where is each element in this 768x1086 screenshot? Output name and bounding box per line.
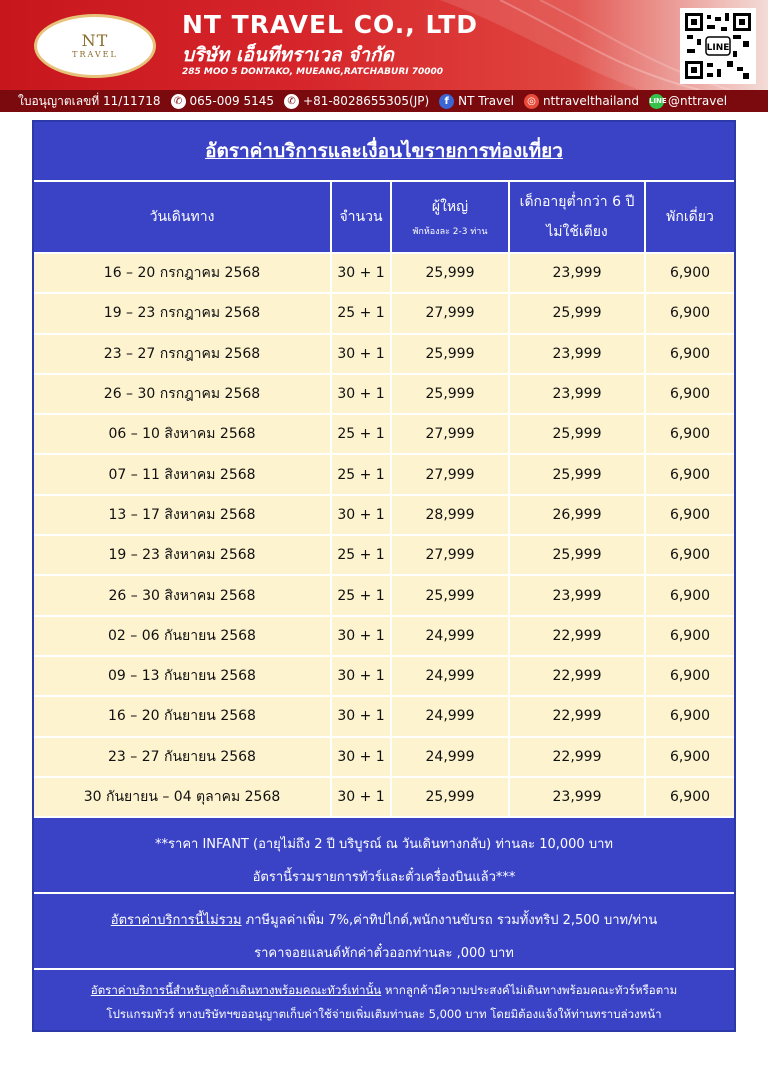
cell-single: 6,900 [646,615,734,655]
cell-date: 07 – 11 สิงหาคม 2568 [34,453,332,493]
cell-date: 30 กันยายน – 04 ตุลาคม 2568 [34,776,332,816]
cell-single: 6,900 [646,413,734,453]
qr-line-label: LINE [706,43,730,53]
rates-body [34,252,734,816]
cell-pax: 25 + 1 [332,453,392,493]
table-row [34,736,734,776]
cell-adult: 27,999 [392,292,510,332]
cell-adult: 24,999 [392,695,510,735]
header-pax: จำนวน [332,180,392,252]
facebook-link[interactable] [439,94,514,109]
company-name-th: บริษัท เอ็นทีทราเวล จำกัด [182,44,394,66]
cell-single: 6,900 [646,736,734,776]
cell-single: 6,900 [646,695,734,735]
excluded-label: อัตราค่าบริการนี้ไม่รวม [110,913,242,928]
included-note: อัตรานี้รวมรายการทัวร์และตั๋วเครื่องบินแล้ว*** [252,870,516,886]
cell-adult: 25,999 [392,373,510,413]
infant-note: **ราคา INFANT (อายุไม่ถึง 2 ปี บริบูรณ์ ณ วันเดินทางกลับ) ท่านละ 10,000 บาท [155,837,613,852]
globe-icon: ◎ [524,94,539,109]
cell-child: 22,999 [510,655,646,695]
table-row [34,776,734,816]
cell-date: 06 – 10 สิงหาคม 2568 [34,413,332,453]
table-row [34,574,734,614]
cell-pax: 30 + 1 [332,373,392,413]
table-row [34,615,734,655]
header-child-line1: เด็กอายุต่ำกว่า 6 ปี [519,194,635,210]
cell-date: 16 – 20 กันยายน 2568 [34,695,332,735]
cell-adult: 24,999 [392,655,510,695]
land-only-note: ราคาจอยแลนด์หักค่าตั๋วออกท่านละ ,000 บาท [254,946,514,962]
phone-th-text: 065-009 5145 [189,94,275,108]
group-condition-box [34,968,734,1030]
phone-icon: ✆ [171,94,186,109]
cell-adult: 24,999 [392,615,510,655]
table-row [34,373,734,413]
license-number [18,92,161,111]
cell-child: 25,999 [510,453,646,493]
license-text: ใบอนุญาตเลขที่ 11/11718 [18,93,161,108]
cell-pax: 30 + 1 [332,776,392,816]
cell-child: 23,999 [510,333,646,373]
phone-jp[interactable] [284,94,429,109]
cell-single: 6,900 [646,453,734,493]
excluded-text: ภาษีมูลค่าเพิ่ม 7%,ค่าทิปไกด์,พนักงานขับรถ รวมทั้งทริป 2,500 บาท/ท่าน [241,913,658,928]
cell-child: 23,999 [510,373,646,413]
table-row [34,333,734,373]
cell-date: 19 – 23 กรกฎาคม 2568 [34,292,332,332]
table-row [34,252,734,292]
company-name-en: NT TRAVEL CO., LTD [182,10,479,39]
cell-child: 26,999 [510,494,646,534]
cell-adult: 24,999 [392,736,510,776]
cell-adult: 27,999 [392,534,510,574]
phone-icon: ✆ [284,94,299,109]
cell-date: 23 – 27 กันยายน 2568 [34,736,332,776]
cell-pax: 30 + 1 [332,494,392,534]
facebook-text: NT Travel [458,94,514,108]
header-child [510,180,646,252]
cell-pax: 30 + 1 [332,333,392,373]
header-adult-label: ผู้ใหญ่ [431,199,469,215]
cell-child: 25,999 [510,534,646,574]
cell-pax: 25 + 1 [332,413,392,453]
header-adult-note: พักห้องละ 2-3 ท่าน [412,227,488,237]
rates-title-bar [34,122,734,180]
company-address: 285 MOO 5 DONTAKO, MUEANG,RATCHABURI 70000 [182,67,444,77]
website-link[interactable] [524,94,639,109]
table-row [34,695,734,735]
cell-date: 13 – 17 สิงหาคม 2568 [34,494,332,534]
group-condition-label: อัตราค่าบริการนี้สำหรับลูกค้าเดินทางพร้อมคณะทัวร์เท่านั้น [90,983,382,997]
cell-child: 22,999 [510,736,646,776]
cell-single: 6,900 [646,776,734,816]
infant-note-box [34,816,734,892]
group-condition-line2: โปรแกรมทัวร์ ทางบริษัทฯขออนุญาตเก็บค่าใช้จ่ายเพิ่มเติมท่านละ 5,000 บาท โดยมิต้องแจ้งให้ท่านทราบล่วงหน้า [106,1007,662,1022]
table-row [34,413,734,453]
cell-child: 22,999 [510,695,646,735]
cell-single: 6,900 [646,252,734,292]
qr-code-icon [683,11,753,81]
contact-bar [0,90,768,112]
line-icon: LINE [649,94,664,109]
line-qr-code[interactable] [680,8,756,84]
cell-pax: 25 + 1 [332,534,392,574]
cell-date: 23 – 27 กรกฎาคม 2568 [34,333,332,373]
cell-child: 25,999 [510,413,646,453]
header-adult [392,180,510,252]
phone-jp-text: +81-8028655305(JP) [303,94,430,108]
cell-pax: 30 + 1 [332,736,392,776]
cell-date: 16 – 20 กรกฎาคม 2568 [34,252,332,292]
rates-header-row [34,180,734,252]
table-row [34,534,734,574]
line-text: @nttravel [667,94,728,108]
cell-pax: 30 + 1 [332,615,392,655]
cell-pax: 30 + 1 [332,655,392,695]
cell-child: 23,999 [510,776,646,816]
cell-date: 26 – 30 กรกฎาคม 2568 [34,373,332,413]
website-text: nttravelthailand [542,94,639,108]
rates-panel [32,120,736,1032]
cell-single: 6,900 [646,655,734,695]
table-row [34,494,734,534]
cell-date: 02 – 06 กันยายน 2568 [34,615,332,655]
cell-adult: 28,999 [392,494,510,534]
cell-single: 6,900 [646,292,734,332]
cell-pax: 30 + 1 [332,252,392,292]
cell-adult: 25,999 [392,776,510,816]
excluded-note-box [34,892,734,968]
cell-adult: 25,999 [392,252,510,292]
logo-subtext: TRAVEL [72,50,118,59]
phone-th[interactable] [171,94,275,109]
cell-single: 6,900 [646,534,734,574]
rates-title: อัตราค่าบริการและเงื่อนไขรายการท่องเที่ยว [205,140,563,162]
cell-child: 22,999 [510,615,646,655]
excluded-note [34,904,734,937]
cell-child: 23,999 [510,252,646,292]
header-child-line2: ไม่ใช้เตียง [546,224,608,240]
cell-single: 6,900 [646,373,734,413]
header-banner [0,0,768,90]
company-logo [34,14,156,78]
cell-single: 6,900 [646,494,734,534]
header-date: วันเดินทาง [34,180,332,252]
facebook-icon: f [439,94,454,109]
cell-single: 6,900 [646,574,734,614]
cell-child: 23,999 [510,574,646,614]
cell-date: 19 – 23 สิงหาคม 2568 [34,534,332,574]
cell-adult: 27,999 [392,453,510,493]
cell-adult: 27,999 [392,413,510,453]
group-condition-text: หากลูกค้ามีความประสงค์ไม่เดินทางพร้อมคณะทัวร์หรือตาม [381,983,678,997]
cell-single: 6,900 [646,333,734,373]
table-row [34,655,734,695]
cell-child: 25,999 [510,292,646,332]
table-row [34,453,734,493]
cell-pax: 25 + 1 [332,574,392,614]
rates-table [34,180,734,816]
header-single: พักเดี่ยว [646,180,734,252]
cell-pax: 25 + 1 [332,292,392,332]
table-row [34,292,734,332]
logo-text: NT [81,31,109,50]
group-condition-line1 [34,978,734,1002]
cell-date: 26 – 30 สิงหาคม 2568 [34,574,332,614]
line-link[interactable] [649,94,727,109]
cell-adult: 25,999 [392,574,510,614]
cell-adult: 25,999 [392,333,510,373]
cell-date: 09 – 13 กันยายน 2568 [34,655,332,695]
cell-pax: 30 + 1 [332,695,392,735]
